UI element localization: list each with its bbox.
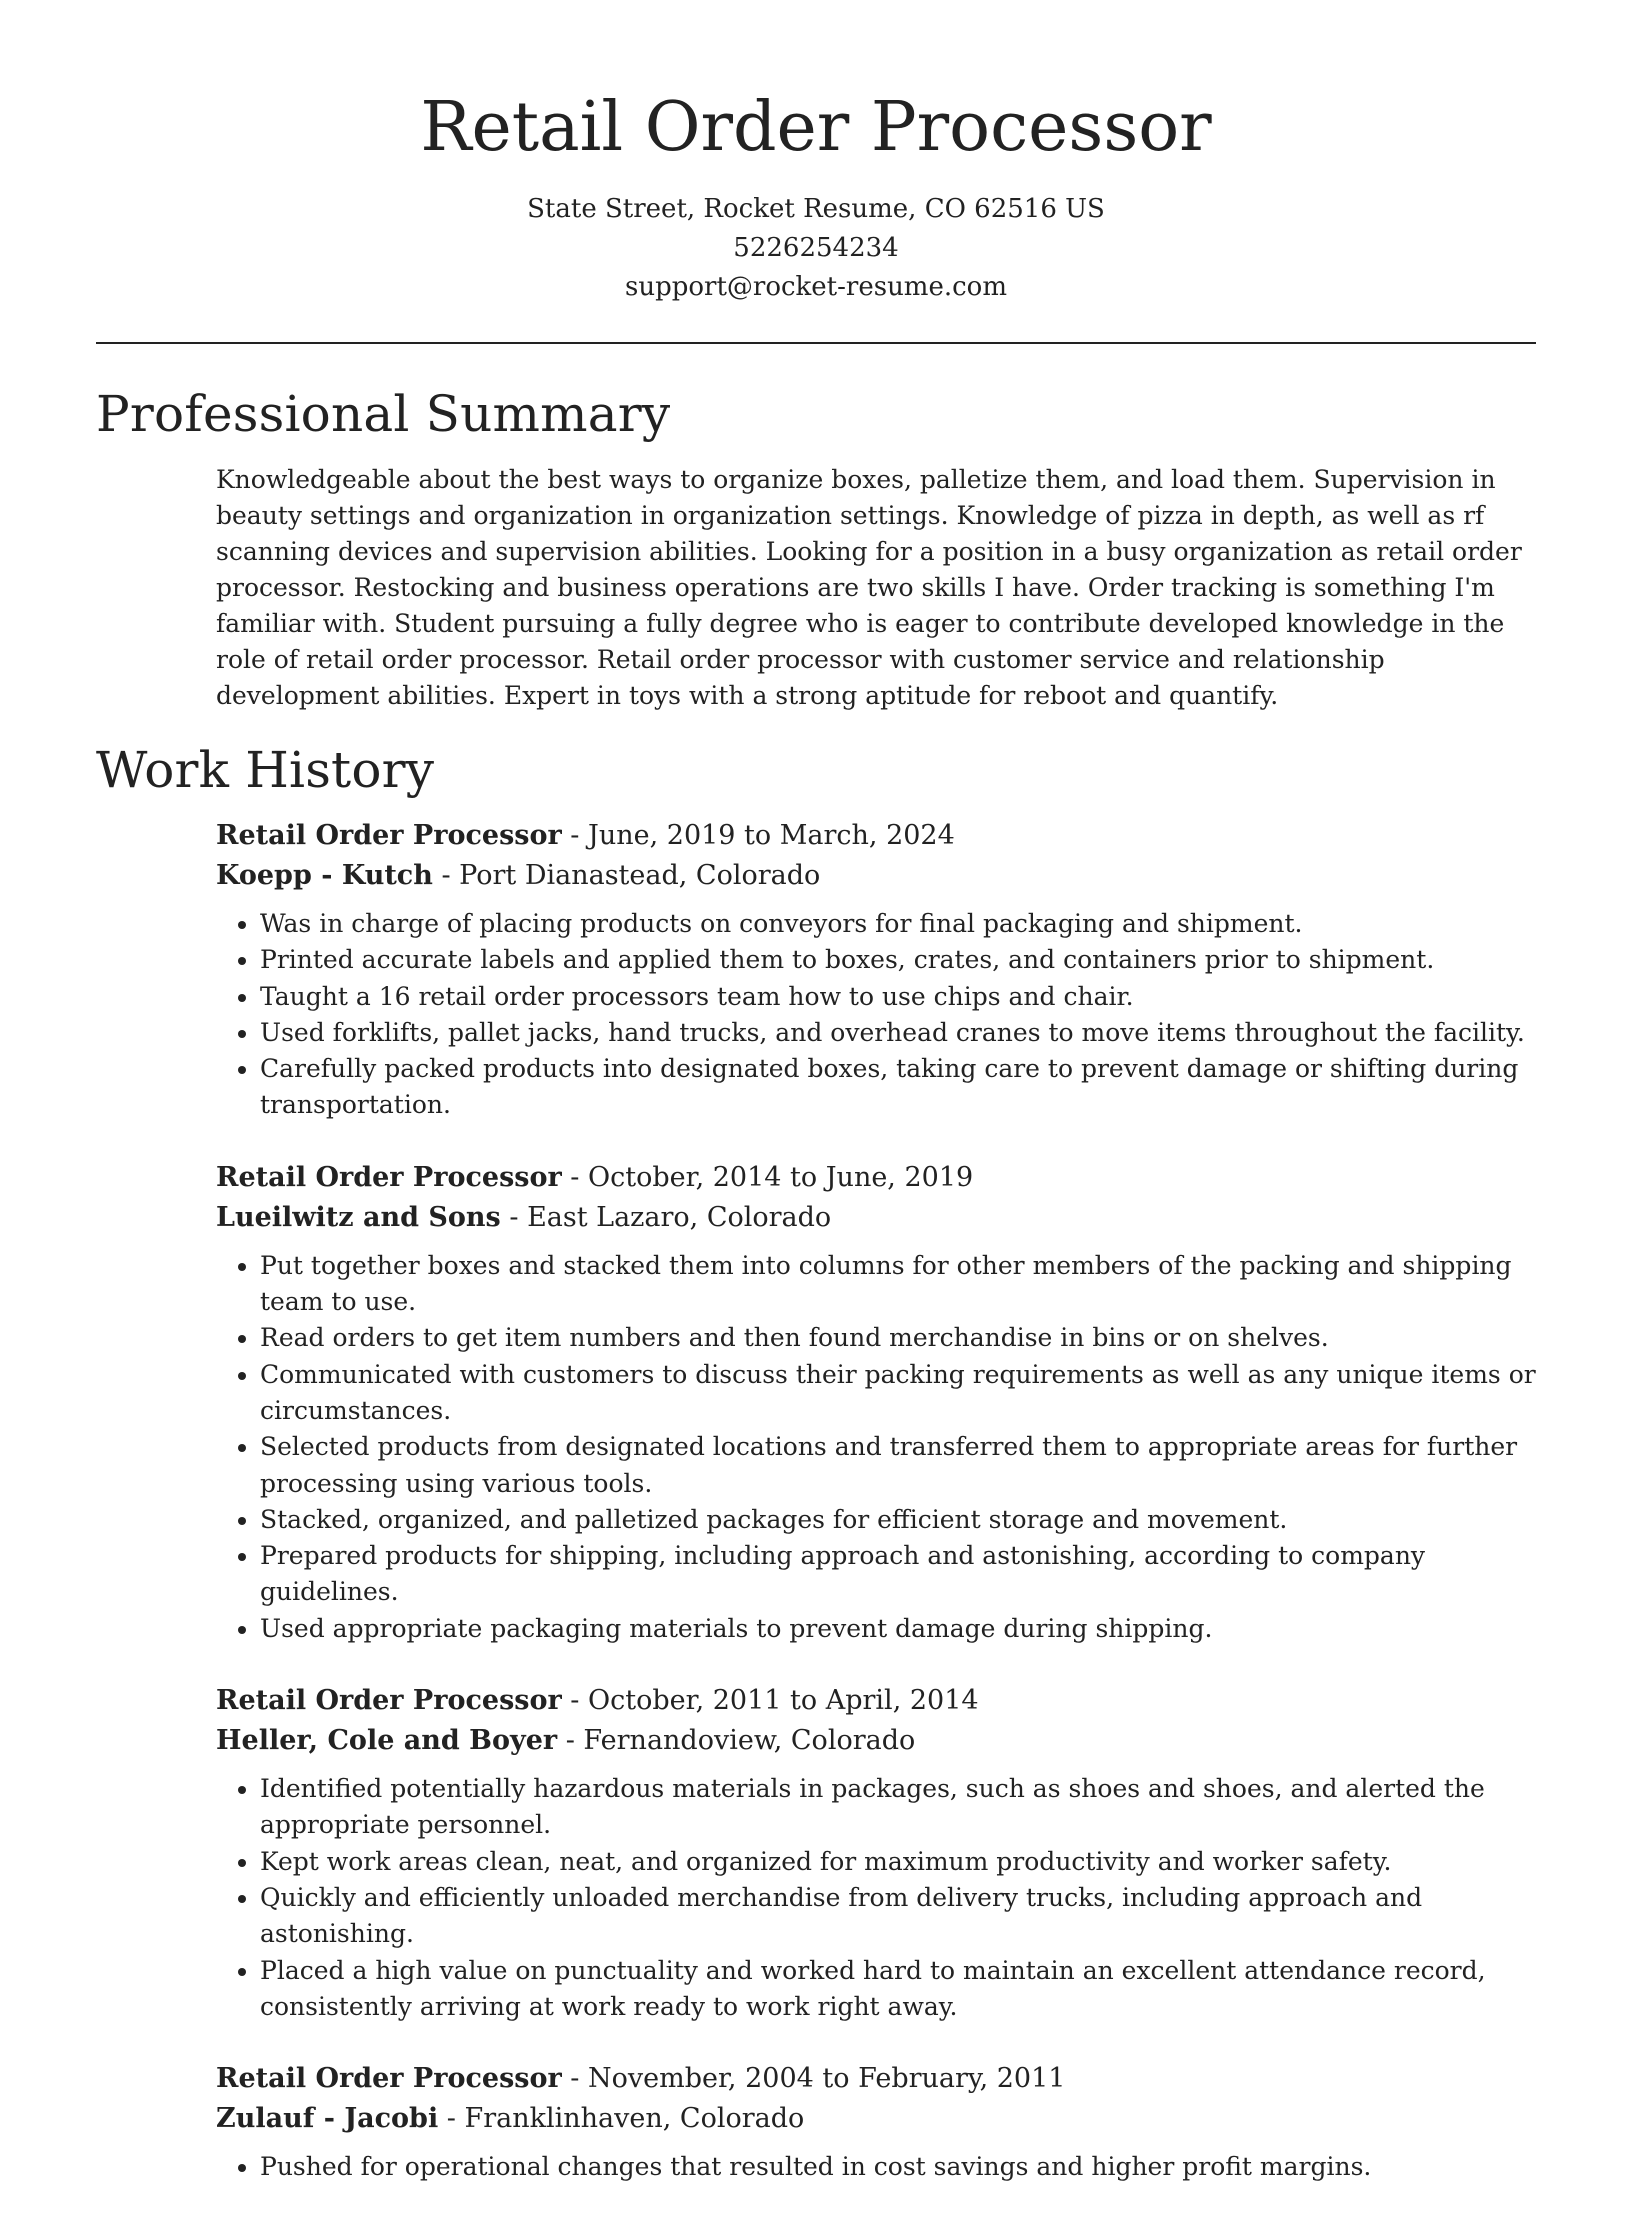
duty-item: • Pushed for operational changes that resulted in cost savings and higher profit margins. [260,2149,1536,2185]
duty-item: • Read orders to get item numbers and then found merchandise in bins or on shelves. [260,1320,1536,1356]
job-title-line [216,1158,1536,1198]
company-name: Zulauf - Jacobi [216,2103,439,2135]
duties-list [216,2149,1536,2185]
duties-list [216,1771,1536,2025]
work-history-heading: Work History [96,741,435,799]
separator: - [561,1685,589,1717]
duty-item: • Quickly and efficiently unloaded merchandise from delivery trucks, including approach and astonishing. [260,1880,1536,1953]
job-dates: October, 2011 to April, 2014 [588,1685,979,1717]
header-divider [96,342,1536,344]
separator: - [432,860,460,891]
job-company-line [216,856,1536,896]
job-entry [216,2059,1536,2185]
duty-item: • Communicated with customers to discuss their packing requirements as well as any unique items or circumstances. [260,1357,1536,1430]
job-title: Retail Order Processor [216,1161,562,1193]
separator: - [561,1161,589,1193]
job-dates: October, 2014 to June, 2019 [588,1161,974,1193]
summary-heading: Professional Summary [96,385,671,443]
job-location: Port Dianastead, Colorado [459,860,821,891]
duty-item: • Printed accurate labels and applied them to boxes, crates, and containers prior to shipment. [260,942,1536,978]
separator: - [561,820,589,851]
job-company-line [216,1198,1536,1238]
job-title: Retail Order Processor [216,820,562,851]
duties-list [216,1248,1536,1647]
company-name: Heller, Cole and Boyer [216,1725,558,1757]
email-address: support@rocket-resume.com [624,272,1007,302]
job-dates: June, 2019 to March, 2024 [588,820,955,851]
duty-item: • Placed a high value on punctuality and worked hard to maintain an excellent attendance record, consistently arriving at work ready to work right away. [260,1953,1536,2026]
job-title: Retail Order Processor [216,1685,562,1717]
job-title: Retail Order Processor [216,2063,562,2095]
duty-item: • Used appropriate packaging materials to prevent damage during shipping. [260,1611,1536,1647]
job-dates: November, 2004 to February, 2011 [588,2063,1066,2095]
duty-item: • Taught a 16 retail order processors team how to use chips and chair. [260,979,1536,1015]
duty-item: • Identified potentially hazardous materials in packages, such as shoes and shoes, and alerted the appropriate personnel. [260,1771,1536,1844]
job-entry [216,1158,1536,1647]
job-entry [216,816,1536,1124]
job-company-line [216,1721,1536,1761]
job-title-line [216,2059,1536,2099]
job-entry [216,1681,1536,2025]
duty-item: • Selected products from designated locations and transferred them to appropriate areas for further processing using various tools. [260,1429,1536,1502]
separator: - [557,1725,584,1757]
summary-text: Knowledgeable about the best ways to organize boxes, palletize them, and load them. Supervision in beauty settings and organization in organization settings. Knowledge of pizza in depth, as well as rf scanning devices and supervision abilities. Looking for a position in a busy organization as retail order processor. Restocking and business operations are two skills I have. Order tracking is something I'm familiar with. Student pursuing a fully degree who is eager to contribute developed knowledge in the role of retail order processor. Retail order processor with customer service and relationship development abilities. Expert in toys with a strong aptitude for reboot and quantify. [216,465,1522,710]
job-location: Fernandoview, Colorado [583,1725,916,1757]
duty-item: • Stacked, organized, and palletized packages for efficient storage and movement. [260,1502,1536,1538]
duty-item: • Prepared products for shipping, including approach and astonishing, according to company guidelines. [260,1538,1536,1611]
work-history-list [216,816,1536,2219]
company-name: Koepp - Kutch [216,860,433,891]
separator: - [500,1201,528,1233]
duty-item: • Was in charge of placing products on conveyors for final packaging and shipment. [260,906,1536,942]
job-location: East Lazaro, Colorado [527,1201,832,1233]
resume-name: Retail Order Processor [420,88,1212,167]
phone-number: 5226254234 [733,233,899,263]
job-title-line [216,816,1536,856]
separator: - [561,2063,589,2095]
separator: - [438,2103,465,2135]
job-company-line [216,2099,1536,2139]
address: State Street, Rocket Resume, CO 62516 US [527,194,1105,224]
company-name: Lueilwitz and Sons [216,1201,501,1233]
contact-info [96,190,1536,307]
duties-list [216,906,1536,1124]
duty-item: • Put together boxes and stacked them into columns for other members of the packing and shipping team to use. [260,1248,1536,1321]
duty-item: • Carefully packed products into designated boxes, taking care to prevent damage or shifting during transportation. [260,1051,1536,1124]
job-title-line [216,1681,1536,1721]
duty-item: • Used forklifts, pallet jacks, hand trucks, and overhead cranes to move items throughout the facility. [260,1015,1536,1051]
job-location: Franklinhaven, Colorado [464,2103,805,2135]
duty-item: • Kept work areas clean, neat, and organized for maximum productivity and worker safety. [260,1844,1536,1880]
